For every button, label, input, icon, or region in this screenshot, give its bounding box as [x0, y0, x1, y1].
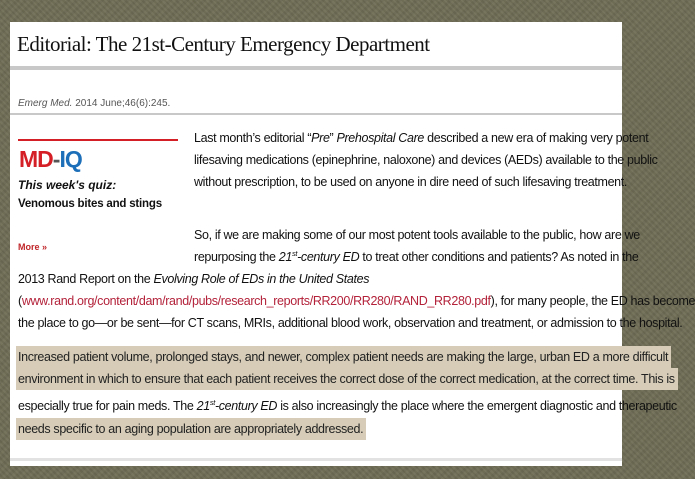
p2-st: st	[291, 248, 298, 258]
p6-text-a: especially true for pain meds. The	[18, 399, 197, 413]
paragraph-4-line	[18, 395, 677, 417]
highlighted-line-1: Increased patient volume, prolonged stays, and newer, complex patient needs are making the large, urban ED a more difficult	[16, 346, 671, 368]
p2-century-ed: -century ED	[297, 250, 360, 264]
p6-21: 21	[196, 399, 210, 413]
mdiq-logo-iq: IQ	[59, 146, 82, 172]
p1-text-c: described a new era of making very potent	[424, 131, 649, 145]
p1-text-a: Last month’s editorial “	[194, 131, 312, 145]
article-title: Editorial: The 21st-Century Emergency Department	[17, 32, 430, 56]
paragraph-3-line-1	[18, 268, 369, 290]
p1-italic: Prehospital Care	[336, 131, 424, 145]
quiz-topic-link[interactable]: Venomous bites and stings	[18, 198, 162, 210]
p6-st: st	[209, 397, 215, 407]
p2-line-1: So, if we are making some of our most potent tools available to the public, how are we	[194, 228, 640, 242]
p1-pre: Pre	[311, 131, 330, 145]
p4-rest: ), for many people, the ED has become	[490, 294, 695, 308]
p3-text-a: 2013 Rand Report on the	[18, 272, 154, 286]
citation-divider	[10, 113, 622, 115]
paragraph-3-line-3: the place to go—or be sent—for CT scans, MRIs, additional blood work, observation and treatment, or admission to the hospital.	[18, 316, 683, 330]
mdiq-top-rule	[18, 139, 178, 141]
p3-report-title: Evolving Role of EDs in the United States	[153, 272, 370, 286]
p6-century-ed: -century ED	[214, 399, 278, 413]
quiz-heading: This week's quiz:	[18, 178, 117, 192]
p1-line-2: lifesaving medications (epinephrine, naloxone) and devices (AEDs) available to the public	[194, 153, 658, 167]
rand-report-link[interactable]: www.rand.org/content/dam/rand/pubs/research_reports/RR200/RR280/RAND_RR280.pdf	[21, 294, 491, 308]
title-divider	[10, 66, 622, 70]
article-page	[10, 22, 695, 466]
paragraph-1	[194, 127, 658, 193]
citation	[18, 98, 170, 109]
mdiq-logo-md: MD	[19, 146, 53, 172]
p1-text-b: ”	[329, 131, 337, 145]
bottom-divider	[10, 458, 622, 461]
more-link[interactable]: More »	[18, 242, 48, 252]
highlighted-line-3: needs specific to an aging population are appropriately addressed.	[16, 418, 366, 440]
p2-21: 21	[278, 250, 292, 264]
highlighted-line-2: environment in which to ensure that each patient receives the correct dose of the correct medication, at the correct time. This is	[16, 368, 678, 390]
mdiq-logo-dash: -	[52, 146, 60, 172]
paragraph-2	[194, 224, 640, 268]
citation-details: 2014 June;46(6):245.	[72, 98, 171, 109]
p6-text-b: is also increasingly the place where the emergent diagnostic and therapeutic	[277, 399, 677, 413]
paragraph-3-line-2	[18, 290, 695, 312]
mdiq-logo[interactable]	[19, 146, 82, 173]
p1-line-3: without prescription, to be used on anyone in dire need of such lifesaving treatment.	[194, 175, 628, 189]
citation-journal: Emerg Med.	[18, 98, 73, 109]
p4-open-paren: (	[18, 294, 22, 308]
p2-text-b: to treat other conditions and patients? As noted in the	[359, 250, 639, 264]
p2-text-a: repurposing the	[194, 250, 279, 264]
